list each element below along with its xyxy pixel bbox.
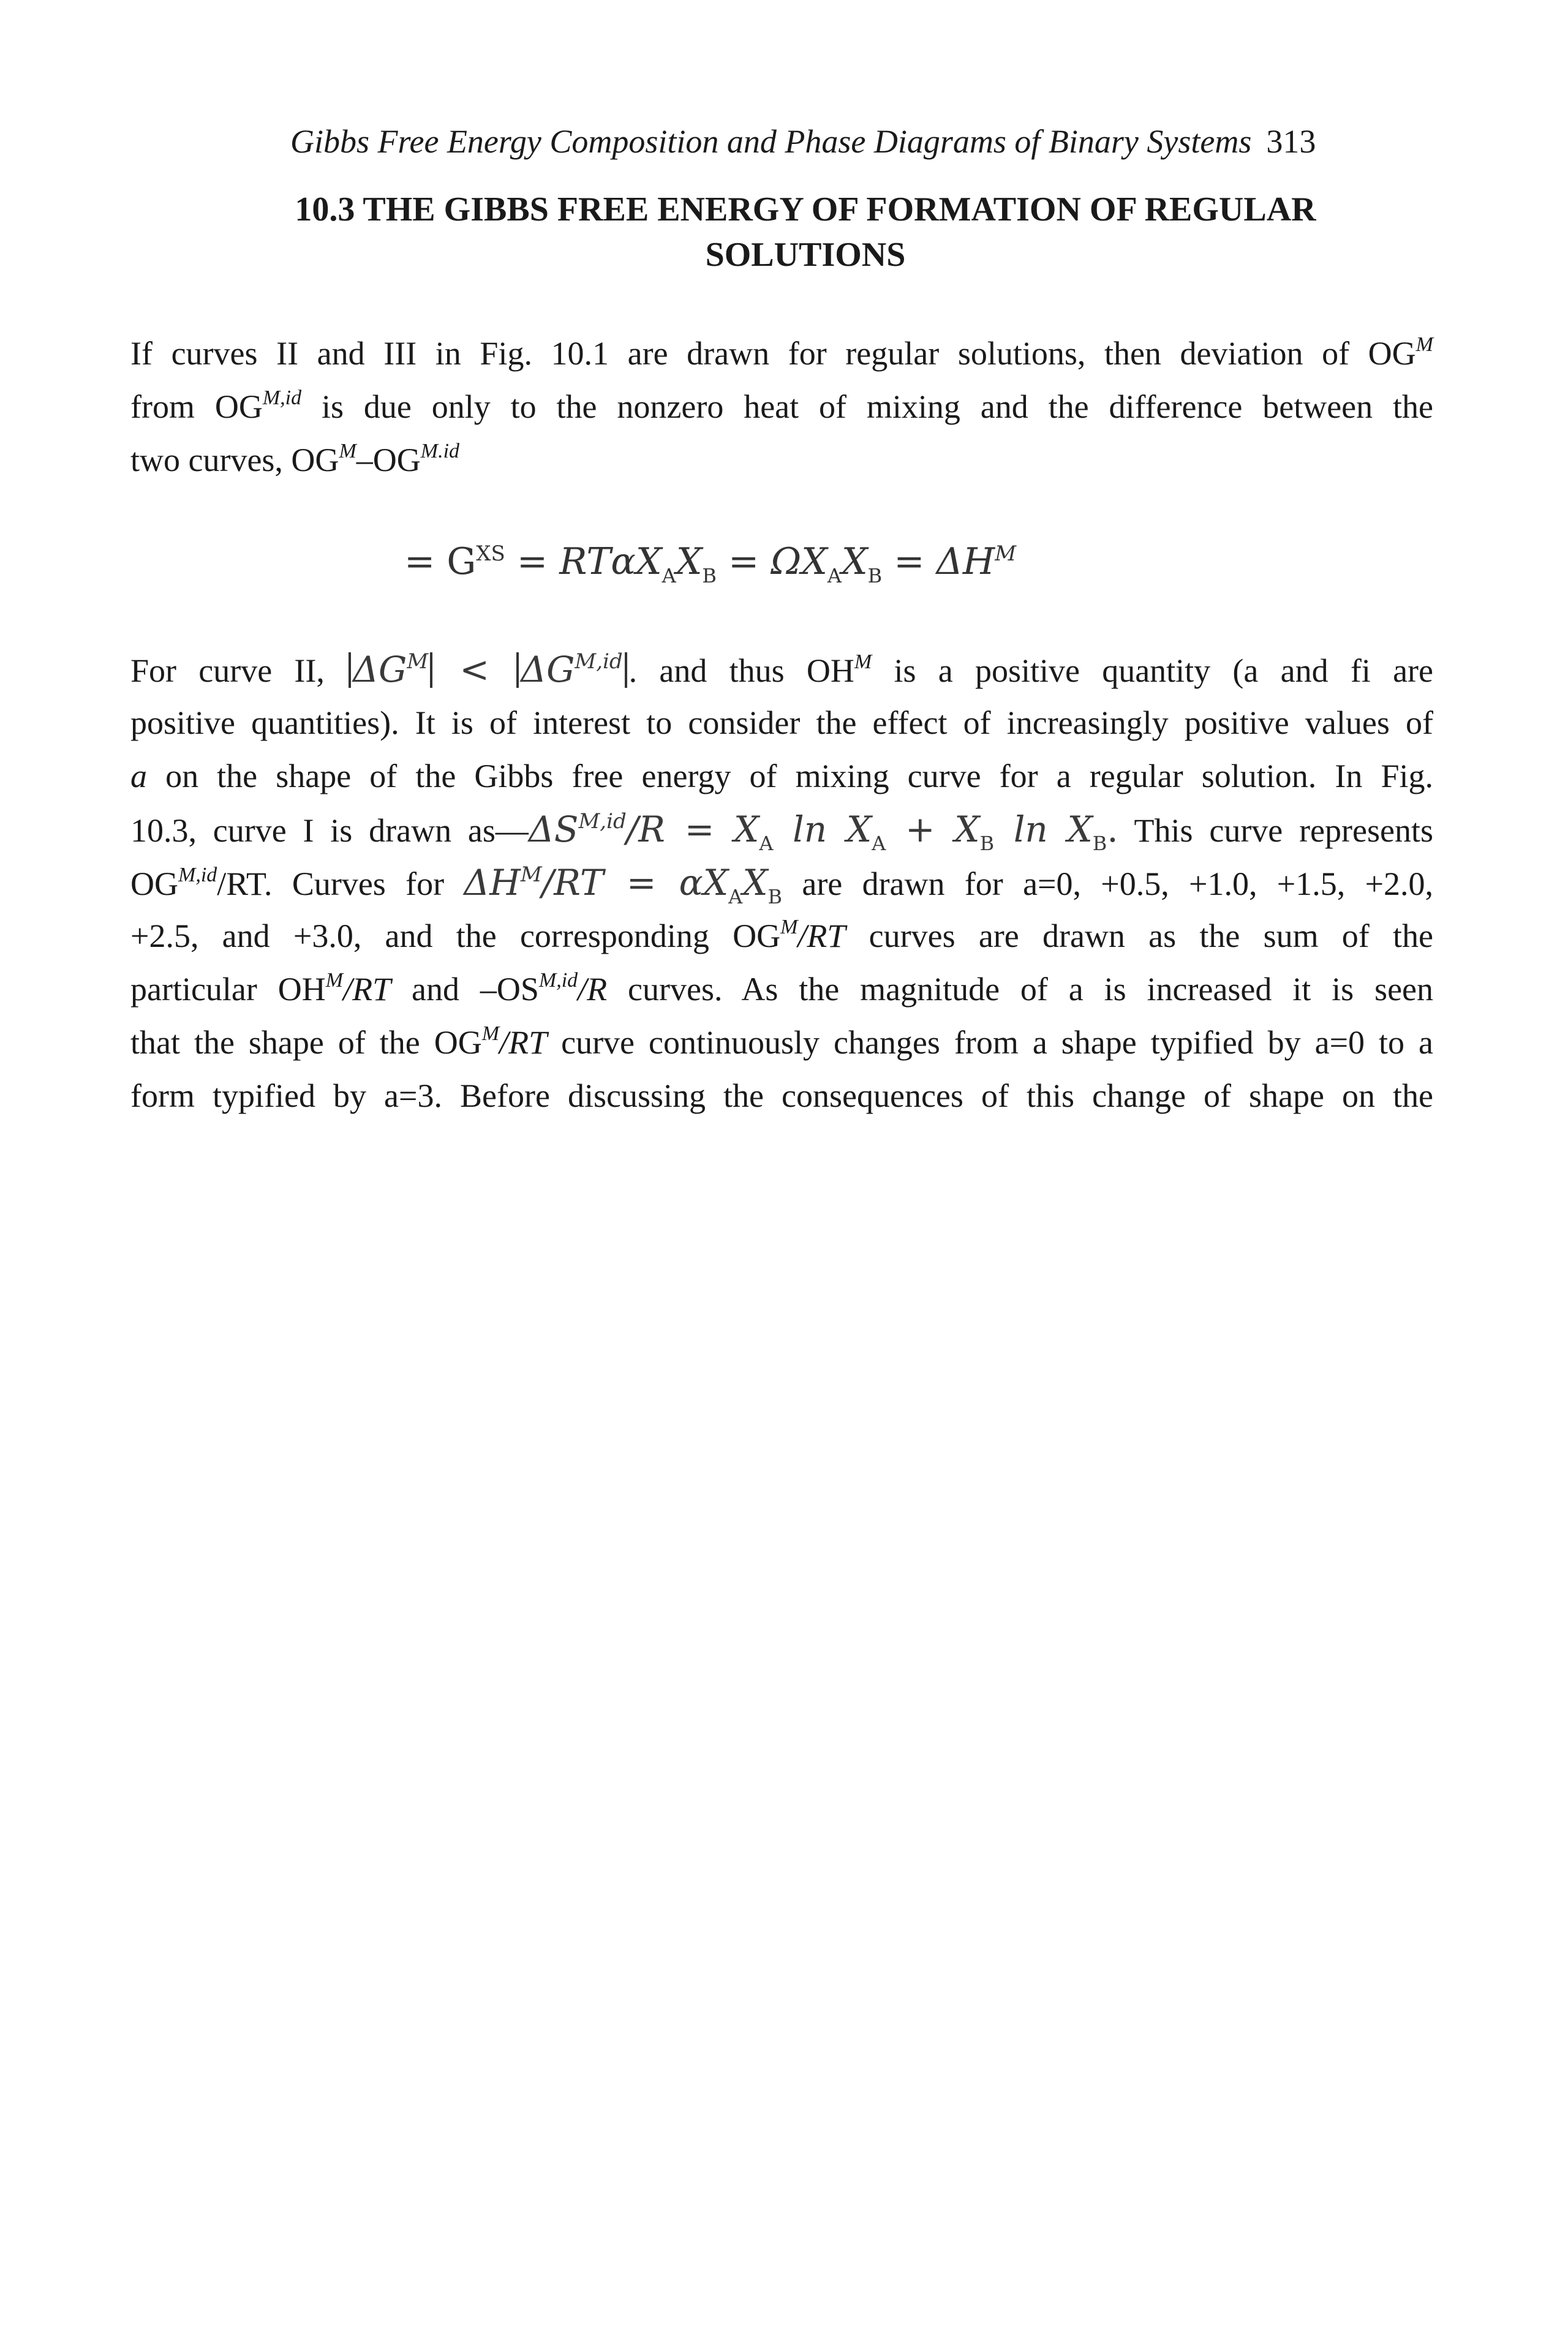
paragraph-2 [130,643,1433,1123]
paragraph-2-line-9: form typified by a=3. Before discussing the consequences of this change of shape on the [130,1077,1433,1114]
paragraph-2-line-1: For curve II, $\Delta G^M < \Delta G^{M,id}$ . and thus $OH^M$ is a positive quantity (a and fi are [130,649,1434,690]
paragraph-2-line-2: positive quantities). It is of interest to consider the effect of increasingly positive values of [130,704,1433,741]
paragraph-1-line-2: from $OG^{M,id}$ is due only to the nonzero heat of mixing and the difference between the [130,386,1434,425]
inline-formula-entropy: $\Delta S^{M,id}/R = X_A$ $\ln X_A + X_B$ $\ln X_B$. [528,809,1118,855]
inline-formula-enthalpy: $\Delta H^M/RT = \alpha X_AX_B$ [464,862,783,908]
paragraph-2-line-3: a on the shape of the Gibbs free energy of mixing curve for a regular solution. In Fig. [130,758,1433,794]
paragraph-2-line-6: +2.5, and +3.0, and the corresponding $OG^M/RT$ curves are drawn as the sum of the [130,916,1433,954]
paragraph-2-line-8: that the shape of the $OG^M/RT$ curve continuously changes from a shape typified by a=0 to a [130,1022,1433,1061]
page-number: 313 [1266,123,1316,160]
inline-formula-abs-delta-g: $\Delta G^M < \Delta G^{M,id}$ [347,649,629,690]
paragraph-1 [130,327,1433,487]
display-equation: = $G^{XS} = RT\alpha X_AX_B = \Omega X_AX_B = \Delta H^M$ [404,540,1017,587]
paragraph-2-line-4: 10.3, curve I is drawn $as—\Delta S^{M,id}/R = X_A$ $\ln X_A + X_B$ $\ln X_B$. This curve represents [130,809,1433,855]
section-heading-line-2: SOLUTIONS [705,236,906,274]
paragraph-1-line-1: If curves II and III in Fig. 10.1 are drawn for regular solutions, then deviation of $OG^M$ [130,333,1433,372]
section-heading [202,187,1409,277]
running-title: Gibbs Free Energy Composition and Phase Diagrams of Binary Systems [290,123,1252,160]
running-header [290,120,1411,163]
paragraph-2-line-5: $OG^{M,id}/RT$. Curves for $\Delta H^M/RT = \alpha X_AX_B$ are drawn for a=0, +0.5, +1.0, +1.5, +2.0, [130,862,1434,908]
paragraph-2-line-7: particular $OH^M/RT$ and $-OS^{M,id}/R$ curves. As the magnitude of a is increased it is seen [130,969,1433,1008]
section-heading-line-1: 10.3 THE GIBBS FREE ENERGY OF FORMATION OF REGULAR [295,190,1316,228]
paragraph-1-line-3: two curves, $OG^M-OG^{M.id}$ [130,440,460,478]
